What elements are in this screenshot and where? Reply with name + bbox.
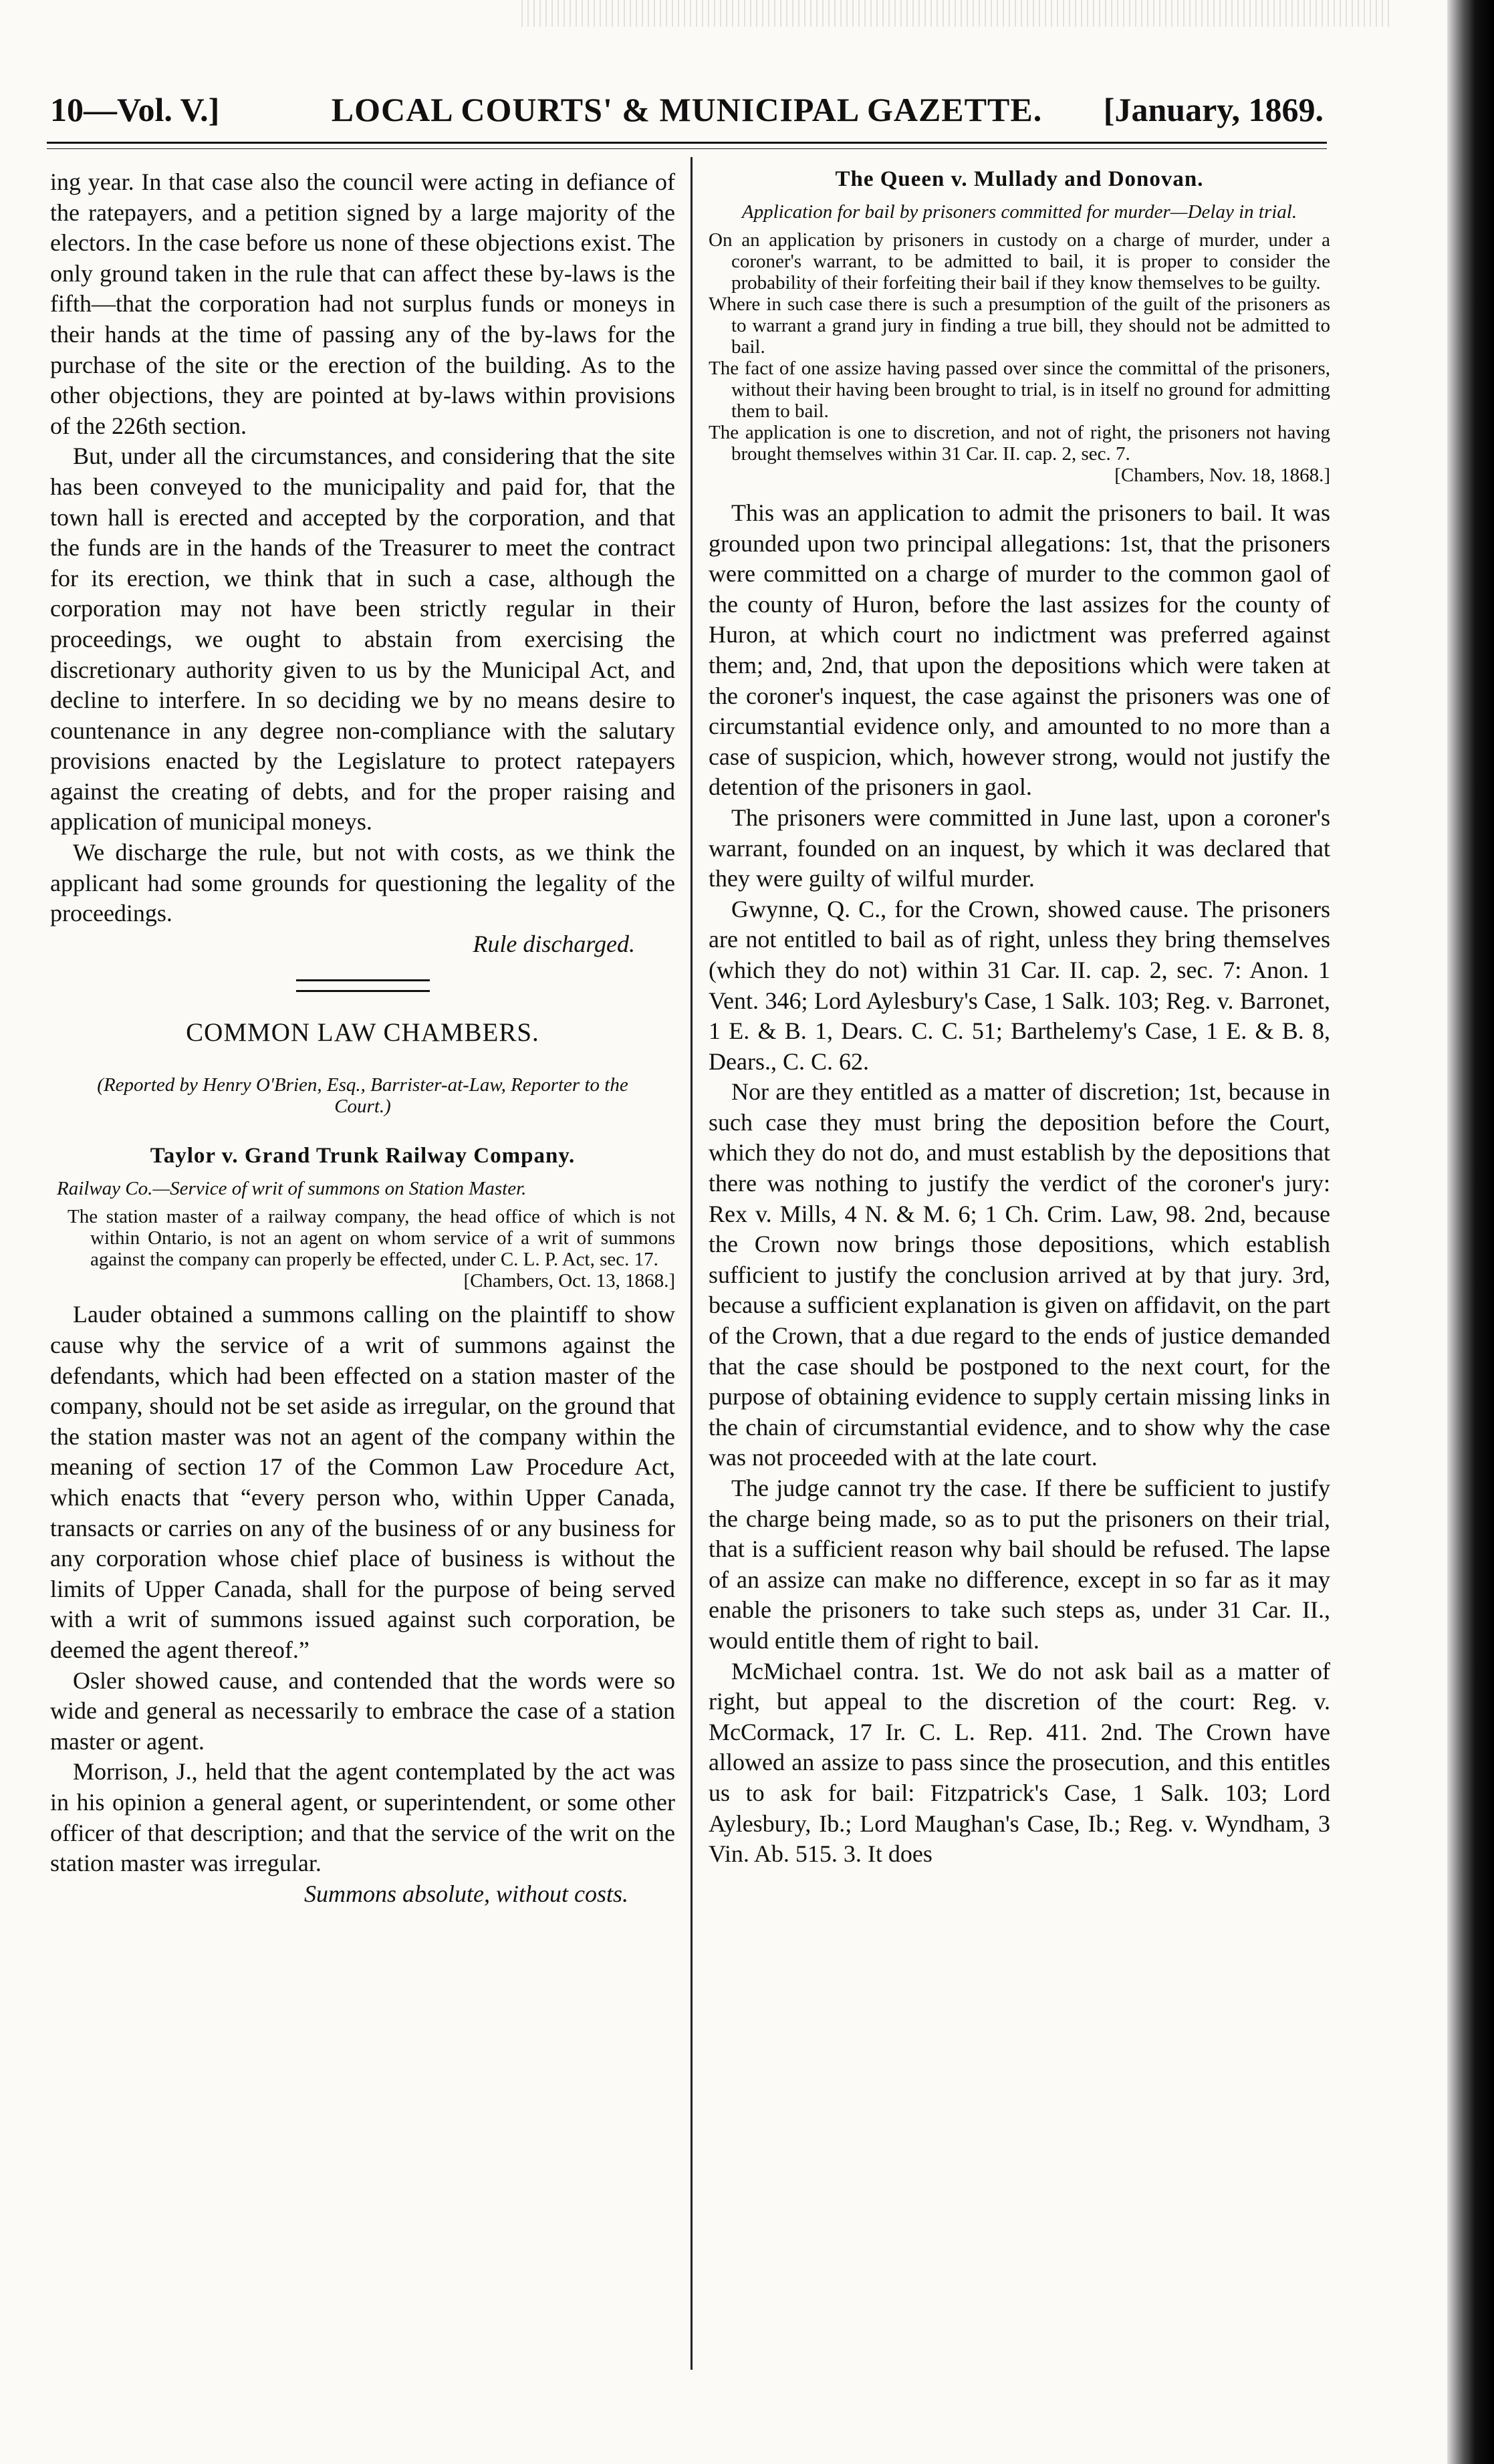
paragraph: Gwynne, Q. C., for the Crown, showed cause. The prisoners are not entitled to bail as of right, unless they bring themselves (which they do not) within 31 Car. II. cap. 2, sec. 7: Anon. 1 Vent. 346; Lord Aylesbury's Case, 1 Salk. 103; Reg. v. Barronet, 1 E. & B. 1, Dears. C. C. 51; Barthelemy's Case, 1 E. & B. 8, Dears., C. C. 62. <box>709 895 1330 1075</box>
case-date: [Chambers, Oct. 13, 1868.] <box>463 1270 675 1292</box>
case-subtitle: Application for bail by prisoners committed for murder—Delay in trial. <box>741 201 1297 223</box>
paragraph: The judge cannot try the case. If there be sufficient to justify the charge being made, so as to put the prisoners on their trial, that is a sufficient reason why bail should be refused. The lapse of an assize can make no difference, except in so far as it may enable the prisoners to take such steps as, under 31 Car. II., would entitle them of right to bail. <box>709 1475 1330 1654</box>
page-header <box>50 90 1324 137</box>
headnote: Where in such case there is such a presumption of the guilt of the prisoners as to warrant a grand jury in finding a true bill, they should not be admitted to bail. <box>709 293 1330 358</box>
paragraph: McMichael contra. 1st. We do not ask bail as a matter of right, but appeal to the discretion of the court: Reg. v. McCormack, 17 Ir. C. L. Rep. 411. 2nd. The Crown have allowed an assize to pass since the prosecution, and this entitles us to ask for bail: Fitzpatrick's Case, 1 Salk. 103; Lord Aylesbury, Ib.; Lord Maughan's Case, Ib.; Reg. v. Wyndham, 3 Vin. Ab. 515. 3. It does <box>709 1657 1330 1868</box>
paragraph: This was an application to admit the prisoners to bail. It was grounded upon two principal allegations: 1st, that the prisoners were committed on a charge of murder to the common gaol of the county of Huron, before the last assizes for the county of Huron, at which court no indictment was preferred against them; and, 2nd, that upon the depositions which were taken at the coroner's inquest, the case against the prisoners was one of circumstantial evidence only, and amounted to no more than a case of suspicion, which, however strong, would not justify the detention of the prisoners in gaol. <box>709 499 1330 801</box>
rule-discharged: Rule discharged. <box>473 930 635 957</box>
header-rule <box>47 142 1327 144</box>
headnote: The application is one to discretion, and not of right, the prisoners not having brought themselves within 31 Car. II. cap. 2, sec. 7. <box>709 422 1330 465</box>
page-volume: 10—Vol. V.] <box>50 91 220 128</box>
right-column <box>709 167 1330 1870</box>
paragraph: Osler showed cause, and contended that the words were so wide and general as necessarily to embrace the case of a station master or agent. <box>50 1667 675 1755</box>
case-subtitle: Railway Co.—Service of writ of summons on Station Master. <box>57 1178 527 1200</box>
issue-date: [January, 1869. <box>1103 91 1324 128</box>
paragraph: But, under all the circumstances, and considering that the site has been conveyed to the municipality and paid for, that the town hall is erected and accepted by the corporation, and that the funds are in the hands of the Treasurer to meet the contract for its erection, we think that in such a case, although the corporation may not have been strictly regular in their proceedings, we ought to abstain from exercising the discretionary authority given to us by the Municipal Act, and decline to interfere. In so deciding we by no means desire to countenance in any degree non-compliance with the salutary provisions enacted by the Legislature to protect ratepayers against the creating of debts, and for the proper raising and application of municipal moneys. <box>50 443 675 836</box>
paragraph: Lauder obtained a summons calling on the plaintiff to show cause why the service of a writ of summons against the defendants, which had been effected on a station master of the company, should not be set aside as irregular, on the ground that the station master was not an agent of the company within the meaning of section 17 of the Common Law Procedure Act, which enacts that “every person who, within Upper Canada, transacts or carries on any of the business of or any business for any corporation whose chief place of business is without the limits of Upper Canada, shall for the purpose of being served with a writ of summons issued against such corporation, be deemed the agent thereof.” <box>50 1301 675 1663</box>
case-title: The Queen v. Mullady and Donovan. <box>835 167 1204 191</box>
section-title: COMMON LAW CHAMBERS. <box>186 1018 539 1048</box>
paragraph: ing year. In that case also the council were acting in defiance of the ratepayers, and a petition signed by a large majority of the electors. In the case before us none of these objections exist. The only ground taken in the rule that can affect these by-laws is the fifth—that the corporation had not surplus funds or moneys in their hands at the time of passing any of the by-laws for the purchase of the site or the erection of the building. As to the other objections, they are pointed at by-laws within provisions of the 226th section. <box>50 168 675 439</box>
gazette-title: LOCAL COURTS' & MUNICIPAL GAZETTE. <box>331 91 1043 128</box>
headnote: The fact of one assize having passed over since the committal of the prisoners, without their having been brought to trial, is in itself no ground for admitting them to bail. <box>709 358 1330 422</box>
print-speckle <box>521 0 1390 27</box>
case-date: [Chambers, Nov. 18, 1868.] <box>1114 465 1330 486</box>
paragraph: The prisoners were committed in June last, upon a coroner's warrant, founded on an inquest, by which it was declared that they were guilty of wilful murder. <box>709 804 1330 892</box>
headnote: On an application by prisoners in custody on a charge of murder, under a coroner's warrant, to be admitted to bail, it is proper to consider the probability of their forfeiting their bail if they know themselves to be guilty. <box>709 229 1330 293</box>
left-column <box>50 167 675 1909</box>
header-rule-thin <box>47 148 1327 149</box>
headnote: The station master of a railway company, the head office of which is not within Ontario, is not an agent on whom service of a writ of summons against the company can properly be effected, under C. L. P. Act, sec. 17. <box>68 1206 675 1271</box>
paragraph: Nor are they entitled as a matter of discretion; 1st, because in such case they must bring the deposition before the Court, which they do not do, and must establish by the depositions that there was nothing to justify the verdict of the coroner's jury: Rex v. Mills, 4 N. & M. 6; 1 Ch. Crim. Law, 98. 2nd, because the Crown now brings those depositions, which establish sufficient to justify the conclusion arrived at by that jury. 3rd, because a sufficient explanation is given on affidavit, on the part of the Crown, that a due regard to the ends of justice demanded that the case should be postponed to the next court, for the purpose of obtaining evidence to supply certain missing links in the chain of circumstantial evidence, and to show why the case was not proceeded with at the late court. <box>709 1078 1330 1471</box>
section-divider <box>296 979 430 992</box>
binding-edge <box>1447 0 1494 2464</box>
paragraph: We discharge the rule, but not with costs, as we think the applicant had some grounds for questioning the legality of the proceedings. <box>50 839 675 927</box>
column-divider <box>691 157 693 2370</box>
case-title: Taylor v. Grand Trunk Railway Company. <box>150 1144 576 1168</box>
paragraph: Morrison, J., held that the agent contemplated by the act was in his opinion a general agent, or superintendent, or some other officer of that description; and that the service of the writ on the station master was irregular. <box>50 1758 675 1877</box>
reporter-credit: (Reported by Henry O'Brien, Esq., Barrister-at-Law, Reporter to the Court.) <box>97 1074 628 1118</box>
summons-result: Summons absolute, without costs. <box>303 1880 628 1907</box>
